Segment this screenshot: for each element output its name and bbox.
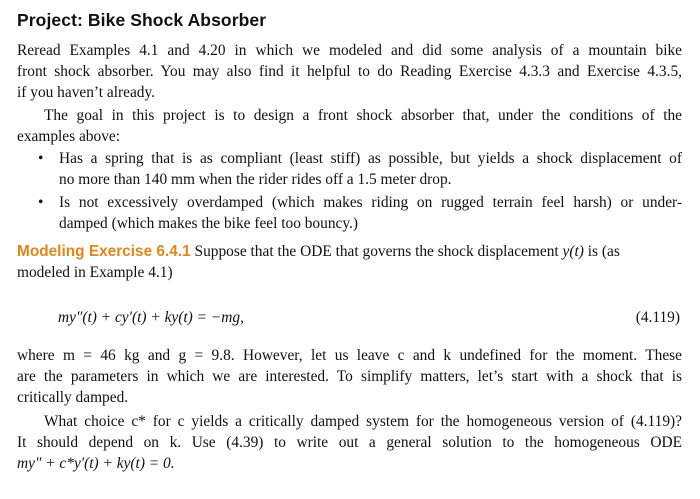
question-line-2: It should depend on k. Use (4.39) to write out a general solution to the homogeneous ODE [17, 434, 682, 451]
bullet-1-line-2: no more than 140 mm when the rider rides off a 1.5 meter drop. [59, 171, 452, 188]
bullet-1-line-1: Has a spring that is as compliant (least stiff) as possible, but yields a shock displacement of [59, 150, 682, 167]
intro-line-2: front shock absorber. You may also find it helpful to do Reading Exercise 4.3.3 and Exercise 4.3.5, [17, 63, 682, 80]
exercise-end: is (as [587, 243, 620, 260]
exercise-text: Suppose that the ODE that governs the shock displacement [194, 243, 559, 260]
equation-number: (4.119) [635, 309, 680, 326]
bullet-2-line-2: damped (which makes the bike feel too bouncy.) [59, 215, 359, 232]
goal-line-2: examples above: [17, 128, 120, 145]
bullet-1-symbol: • [38, 150, 44, 167]
bullet-2-line-1: Is not excessively overdamped (which makes riding on rugged terrain feel harsh) or under- [59, 194, 682, 211]
project-title: Project: Bike Shock Absorber [17, 10, 267, 30]
exercise-line-1 [17, 242, 682, 262]
goal-line-1: The goal in this project is to design a front shock absorber that, under the conditions of the [44, 107, 682, 124]
bullet-2-symbol: • [38, 194, 44, 211]
intro-line-3: if you haven’t already. [17, 84, 156, 101]
ode-equation: my″(t) + cy′(t) + ky(t) = −mg, [58, 309, 244, 326]
exercise-label: Modeling Exercise 6.4.1 [17, 243, 191, 260]
params-line-2: are the parameters in which we are interested. To simplify matters, let’s start with a shock that is [17, 368, 682, 385]
intro-line-1: Reread Examples 4.1 and 4.20 in which we modeled and did some analysis of a mountain bike [17, 42, 682, 59]
question-line-1: What choice c* for c yields a critically damped system for the homogeneous version of (4.119)? [44, 413, 682, 430]
params-line-3: critically damped. [17, 389, 129, 406]
exercise-line-2: modeled in Example 4.1) [17, 264, 173, 281]
exercise-var: y(t) [562, 243, 584, 260]
params-line-1: where m = 46 kg and g = 9.8. However, let us leave c and k undefined for the moment. These [17, 347, 682, 364]
question-line-3: my″ + c*y′(t) + ky(t) = 0. [17, 455, 175, 472]
